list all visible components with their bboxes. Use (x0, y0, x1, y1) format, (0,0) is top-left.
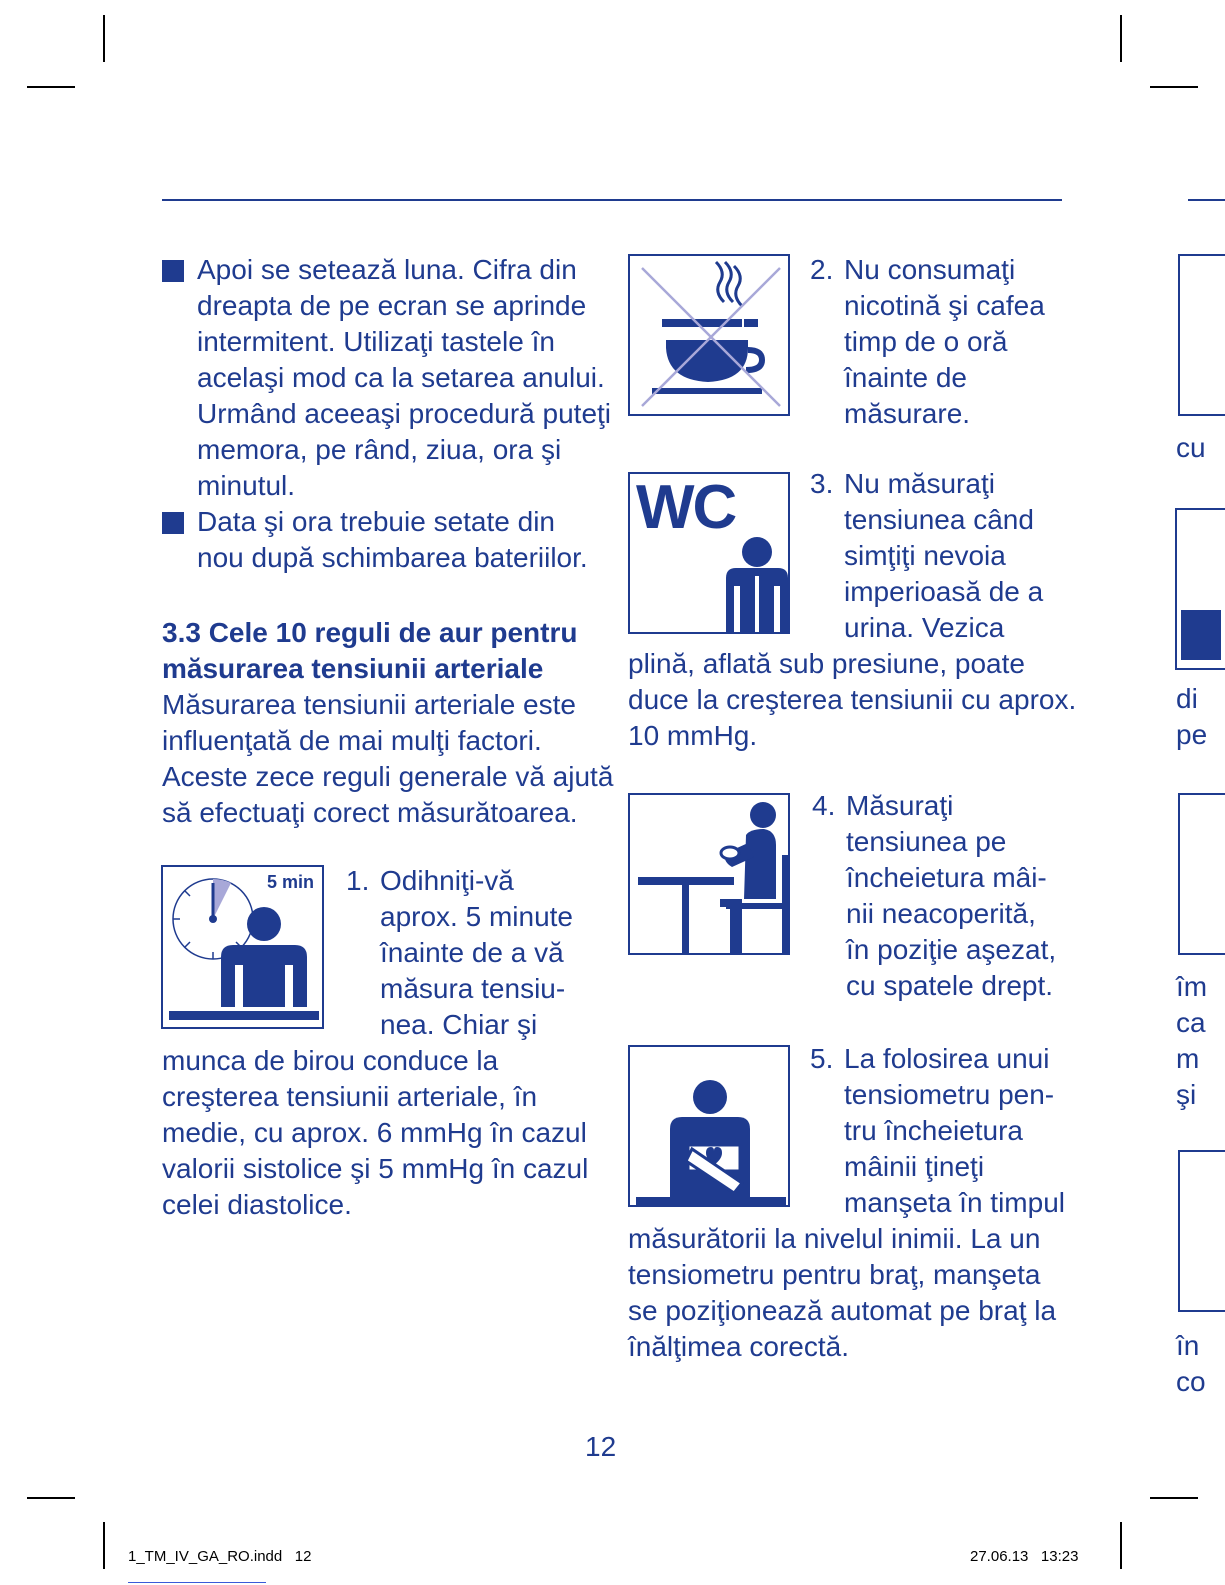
heading-line: 3.3 Cele 10 reguli de aur pentru (162, 617, 578, 648)
crop-mark (103, 15, 105, 62)
rule-number: 3. (810, 468, 834, 499)
next-page-fragment: co (1176, 1366, 1206, 1397)
text-line: încheietura mâi- (846, 862, 1047, 893)
text-line: măsurare. (844, 398, 971, 429)
text-line (810, 466, 1043, 502)
text-line: 10 mmHg. (628, 720, 758, 751)
clock-label: 5 min (267, 872, 315, 892)
text-line (810, 252, 1045, 288)
text-line: dreapta de pe ecran se aprinde (197, 290, 587, 321)
text-line: munca de birou conduce la (162, 1045, 499, 1076)
text-line: nea. Chiar şi (380, 1009, 538, 1040)
next-page-fragment: m (1176, 1043, 1200, 1074)
text-line: mâinii ţineţi (844, 1151, 985, 1182)
text-line: urina. Vezica (844, 612, 1005, 643)
text-line (812, 788, 1056, 824)
section-heading (162, 615, 577, 687)
rule-number: 5. (810, 1043, 834, 1074)
text-line: Urmând aceeaşi procedură puteţi (197, 398, 612, 429)
text-line: duce la creşterea tensiunii cu aprox. (628, 684, 1077, 715)
text-line: imperioasă de a (844, 576, 1044, 607)
next-page-icon-fragment (1178, 254, 1225, 416)
slug-file: 1_TM_IV_GA_RO.indd 12 (128, 1548, 312, 1565)
next-page-fragment: di (1176, 683, 1198, 714)
crop-mark (27, 1497, 75, 1499)
bullet-list (162, 252, 612, 576)
next-page-icon-fragment (1178, 793, 1225, 955)
rule-3-text (810, 466, 1043, 646)
text-line: minutul. (197, 470, 296, 501)
page-number: 12 (585, 1431, 617, 1462)
text-line: intermitent. Utilizaţi tastele în (197, 326, 555, 357)
text-line: valorii sistolice şi 5 mmHg în cazul (162, 1153, 589, 1184)
text-line: tensiometru pentru braţ, manşeta (628, 1259, 1041, 1290)
bullet-item (162, 252, 612, 504)
text-line: Apoi se setează luna. Cifra din (197, 254, 577, 285)
no-smoking-coffee-icon (628, 254, 790, 416)
crop-mark (1120, 1522, 1122, 1569)
text-line: tensiunea când (844, 504, 1034, 535)
text-line: aprox. 5 minute (380, 901, 573, 932)
text-line (346, 863, 573, 899)
rule-5-text (810, 1041, 1065, 1221)
rule-number: 2. (810, 254, 834, 285)
text-line: simţiţi nevoia (844, 540, 1006, 571)
rule-1-text (346, 863, 573, 1043)
rule-2-text (810, 252, 1045, 432)
rule-1-continuation (162, 1043, 588, 1223)
text-span: Odihniţi-vă (380, 865, 514, 896)
text-line: acelaşi mod ca la setarea anului. (197, 362, 605, 393)
text-line: nii neacoperită, (846, 898, 1036, 929)
text-line: Măsurarea tensiunii arteriale este (162, 689, 576, 720)
text-line: manşeta în timpul (844, 1187, 1065, 1218)
text-line: înainte de a vă (380, 937, 564, 968)
next-page-icon-fragment (1175, 508, 1225, 670)
next-page-fragment: pe (1176, 719, 1208, 750)
rule-number: 1. (346, 865, 370, 896)
next-page-fragment: cu (1176, 432, 1206, 463)
text-line: Data şi ora trebuie setate din (197, 506, 555, 537)
text-line: măsura tensiu- (380, 973, 566, 1004)
text-line: nicotină şi cafea (844, 290, 1045, 321)
text-line: în poziţie aşezat, (846, 934, 1057, 965)
next-page-fragment: şi (1176, 1079, 1197, 1110)
square-bullet-icon (162, 260, 184, 282)
next-page-fragment: ca (1176, 1007, 1206, 1038)
text-line: plină, aflată sub presiune, poate (628, 648, 1025, 679)
next-page-icon-fragment (1178, 1150, 1225, 1312)
rule-5-continuation (628, 1221, 1056, 1365)
rule-number: 4. (812, 790, 836, 821)
text-line (810, 1041, 1065, 1077)
bullet-item (162, 504, 602, 576)
text-line: celei diastolice. (162, 1189, 352, 1220)
text-line: Aceste zece reguli generale vă ajută (162, 761, 614, 792)
next-page-fragment: în (1176, 1330, 1200, 1361)
section-intro (162, 687, 613, 831)
slug-underline (128, 1582, 266, 1583)
slug-date: 27.06.13 13:23 (970, 1548, 1079, 1565)
crop-mark (1120, 15, 1122, 62)
text-line: timp de o oră (844, 326, 1008, 357)
rule-3-continuation (628, 646, 1076, 754)
text-line: nou după schimbarea bateriilor. (197, 542, 588, 573)
crop-mark (1150, 1497, 1198, 1499)
seated-person-icon (628, 793, 790, 955)
next-page-fragment: îm (1176, 971, 1208, 1002)
text-line: înainte de (844, 362, 967, 393)
text-span: Nu măsuraţi (844, 468, 995, 499)
heading-line: măsurarea tensiunii arteriale (162, 653, 544, 684)
text-span: Măsuraţi (846, 790, 954, 821)
text-span: Nu consumaţi (844, 254, 1016, 285)
text-line: creşterea tensiunii arteriale, în (162, 1081, 538, 1112)
text-line: tensiunea pe (846, 826, 1007, 857)
wc-label: WC (636, 473, 736, 542)
text-line: medie, cu aprox. 6 mmHg în cazul (162, 1117, 587, 1148)
text-line: tru încheietura (844, 1115, 1023, 1146)
wc-icon (628, 472, 790, 634)
text-line: influenţată de mai mulţi factori. (162, 725, 542, 756)
crop-mark (1150, 86, 1198, 88)
crop-mark (103, 1522, 105, 1569)
text-line: se poziţionează automat pe braţ la (628, 1295, 1057, 1326)
text-line: cu spatele drept. (846, 970, 1054, 1001)
wrist-cuff-heart-icon (628, 1045, 790, 1207)
text-line: să efectuaţi corect măsurătoarea. (162, 797, 578, 828)
rule-4-text (812, 788, 1056, 1004)
text-line: memora, pe rând, ziua, ora şi (197, 434, 562, 465)
clock-rest-icon (161, 865, 324, 1029)
header-rule (162, 199, 1062, 201)
square-bullet-icon (162, 512, 184, 534)
text-line: înălţimea corectă. (628, 1331, 849, 1362)
header-rule-next-page (1188, 199, 1225, 201)
text-line: măsurătorii la nivelul inimii. La un (628, 1223, 1041, 1254)
text-span: La folosirea unui (844, 1043, 1050, 1074)
crop-mark (27, 86, 75, 88)
text-line: tensiometru pen- (844, 1079, 1055, 1110)
